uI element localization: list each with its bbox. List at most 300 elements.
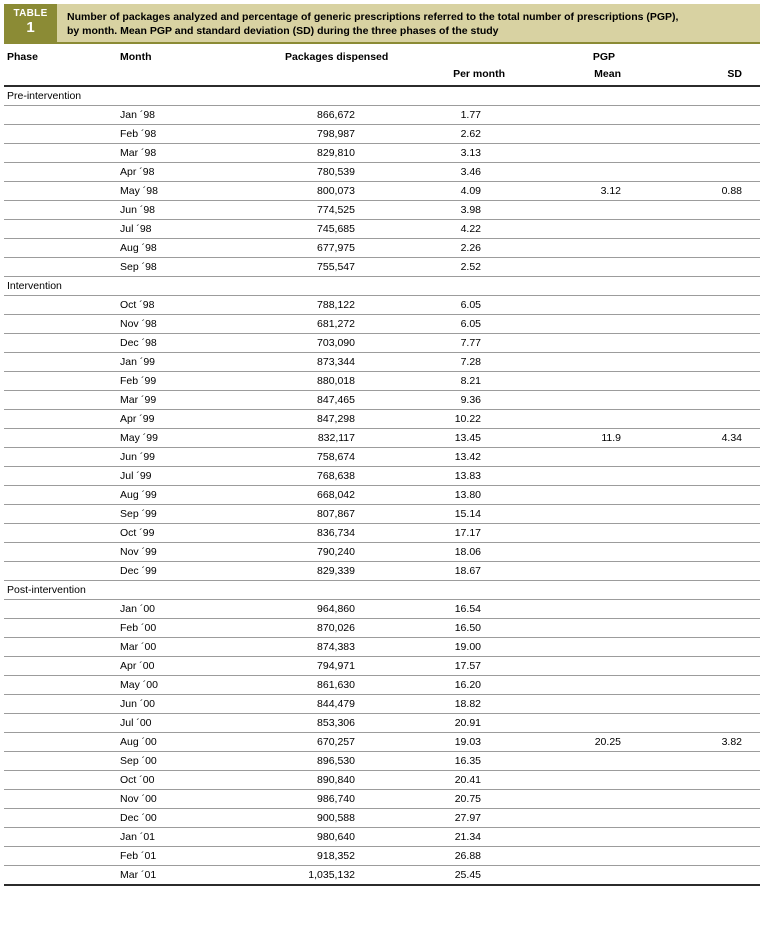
table-row xyxy=(4,258,760,277)
packages-cell: 873,344 xyxy=(264,353,361,372)
packages-cell: 668,042 xyxy=(264,486,361,505)
packages-cell: 1,035,132 xyxy=(264,866,361,886)
table-row xyxy=(4,467,760,486)
per-month-cell: 4.09 xyxy=(361,182,509,201)
month-cell: Mar ´98 xyxy=(112,144,264,163)
phase-cell xyxy=(4,220,112,239)
packages-cell: 832,117 xyxy=(264,429,361,448)
sd-cell xyxy=(629,106,760,125)
phase-cell xyxy=(4,828,112,847)
table-row xyxy=(4,353,760,372)
per-month-cell: 21.34 xyxy=(361,828,509,847)
per-month-cell: 16.54 xyxy=(361,600,509,619)
table-row xyxy=(4,676,760,695)
mean-cell xyxy=(509,106,629,125)
mean-cell xyxy=(509,771,629,790)
per-month-cell: 16.35 xyxy=(361,752,509,771)
phase-cell xyxy=(4,334,112,353)
sd-cell xyxy=(629,524,760,543)
month-cell: Aug ´98 xyxy=(112,239,264,258)
table-row xyxy=(4,372,760,391)
col-header-spacer xyxy=(629,48,760,65)
sd-cell xyxy=(629,752,760,771)
subheader-spacer-packages xyxy=(264,65,361,86)
phase-cell xyxy=(4,790,112,809)
per-month-cell: 13.45 xyxy=(361,429,509,448)
phase-cell xyxy=(4,372,112,391)
col-header-sd: SD xyxy=(629,65,760,86)
phase-label: Intervention xyxy=(4,277,760,296)
phase-row xyxy=(4,277,760,296)
table-row xyxy=(4,809,760,828)
col-header-pgp: PGP xyxy=(592,51,615,63)
month-cell: Oct ´99 xyxy=(112,524,264,543)
sd-cell xyxy=(629,220,760,239)
phase-row xyxy=(4,86,760,106)
sd-cell xyxy=(629,239,760,258)
table-row xyxy=(4,391,760,410)
per-month-cell: 3.98 xyxy=(361,201,509,220)
table-row xyxy=(4,505,760,524)
table-row xyxy=(4,410,760,429)
packages-cell: 768,638 xyxy=(264,467,361,486)
month-cell: Feb ´99 xyxy=(112,372,264,391)
phase-cell xyxy=(4,733,112,752)
table-title xyxy=(57,4,760,42)
per-month-cell: 7.77 xyxy=(361,334,509,353)
mean-cell xyxy=(509,657,629,676)
phase-label: Post-intervention xyxy=(4,581,760,600)
table-row xyxy=(4,752,760,771)
per-month-cell: 3.46 xyxy=(361,163,509,182)
per-month-cell: 16.50 xyxy=(361,619,509,638)
table-head xyxy=(4,48,760,86)
month-cell: Dec ´00 xyxy=(112,809,264,828)
packages-cell: 861,630 xyxy=(264,676,361,695)
header-row-sub xyxy=(4,65,760,86)
packages-cell: 745,685 xyxy=(264,220,361,239)
sd-cell: 4.34 xyxy=(629,429,760,448)
table-row xyxy=(4,619,760,638)
mean-cell xyxy=(509,752,629,771)
per-month-cell: 13.80 xyxy=(361,486,509,505)
month-cell: Oct ´98 xyxy=(112,296,264,315)
table-row xyxy=(4,600,760,619)
sd-cell xyxy=(629,638,760,657)
month-cell: Nov ´98 xyxy=(112,315,264,334)
mean-cell xyxy=(509,372,629,391)
per-month-cell: 2.52 xyxy=(361,258,509,277)
per-month-cell: 25.45 xyxy=(361,866,509,886)
month-cell: Jan ´98 xyxy=(112,106,264,125)
per-month-cell: 8.21 xyxy=(361,372,509,391)
table-row xyxy=(4,106,760,125)
month-cell: Nov ´00 xyxy=(112,790,264,809)
mean-cell xyxy=(509,619,629,638)
mean-cell xyxy=(509,163,629,182)
mean-cell xyxy=(509,714,629,733)
phase-row xyxy=(4,581,760,600)
mean-cell xyxy=(509,201,629,220)
packages-cell: 896,530 xyxy=(264,752,361,771)
mean-cell xyxy=(509,391,629,410)
table-row xyxy=(4,429,760,448)
month-cell: Jul ´00 xyxy=(112,714,264,733)
sd-cell xyxy=(629,353,760,372)
per-month-cell: 3.13 xyxy=(361,144,509,163)
sd-cell xyxy=(629,467,760,486)
packages-cell: 790,240 xyxy=(264,543,361,562)
mean-cell xyxy=(509,144,629,163)
table-row xyxy=(4,315,760,334)
phase-cell xyxy=(4,600,112,619)
month-cell: May ´00 xyxy=(112,676,264,695)
phase-cell xyxy=(4,201,112,220)
packages-cell: 870,026 xyxy=(264,619,361,638)
packages-cell: 890,840 xyxy=(264,771,361,790)
packages-cell: 788,122 xyxy=(264,296,361,315)
mean-cell xyxy=(509,543,629,562)
phase-cell xyxy=(4,524,112,543)
phase-cell xyxy=(4,752,112,771)
packages-cell: 703,090 xyxy=(264,334,361,353)
table-row xyxy=(4,163,760,182)
phase-cell xyxy=(4,144,112,163)
phase-cell xyxy=(4,619,112,638)
packages-cell: 836,734 xyxy=(264,524,361,543)
sd-cell xyxy=(629,391,760,410)
month-cell: Mar ´00 xyxy=(112,638,264,657)
packages-cell: 918,352 xyxy=(264,847,361,866)
packages-cell: 800,073 xyxy=(264,182,361,201)
mean-cell xyxy=(509,467,629,486)
table-row xyxy=(4,296,760,315)
packages-cell: 986,740 xyxy=(264,790,361,809)
phase-cell xyxy=(4,676,112,695)
phase-cell xyxy=(4,771,112,790)
phase-cell xyxy=(4,448,112,467)
col-header-packages: Packages dispensed xyxy=(285,51,389,63)
table-label-box xyxy=(4,4,57,42)
month-cell: Jun ´98 xyxy=(112,201,264,220)
phase-cell xyxy=(4,410,112,429)
packages-cell: 980,640 xyxy=(264,828,361,847)
mean-cell: 11.9 xyxy=(509,429,629,448)
sd-cell xyxy=(629,125,760,144)
table-row xyxy=(4,714,760,733)
per-month-cell: 15.14 xyxy=(361,505,509,524)
mean-cell xyxy=(509,695,629,714)
packages-cell: 964,860 xyxy=(264,600,361,619)
mean-cell xyxy=(509,410,629,429)
per-month-cell: 17.57 xyxy=(361,657,509,676)
table-row xyxy=(4,866,760,886)
per-month-cell: 13.42 xyxy=(361,448,509,467)
month-cell: Jun ´00 xyxy=(112,695,264,714)
sd-cell xyxy=(629,790,760,809)
phase-cell xyxy=(4,486,112,505)
data-table xyxy=(4,48,760,886)
packages-cell: 847,465 xyxy=(264,391,361,410)
sd-cell xyxy=(629,258,760,277)
packages-cell: 900,588 xyxy=(264,809,361,828)
month-cell: Feb ´98 xyxy=(112,125,264,144)
sd-cell xyxy=(629,771,760,790)
packages-cell: 874,383 xyxy=(264,638,361,657)
sd-cell xyxy=(629,866,760,886)
table-row xyxy=(4,771,760,790)
packages-cell: 847,298 xyxy=(264,410,361,429)
table-row xyxy=(4,334,760,353)
table-row xyxy=(4,733,760,752)
packages-cell: 780,539 xyxy=(264,163,361,182)
sd-cell xyxy=(629,410,760,429)
sd-cell: 3.82 xyxy=(629,733,760,752)
sd-cell xyxy=(629,562,760,581)
table-row xyxy=(4,543,760,562)
table-title-line1: Number of packages analyzed and percentage of generic prescriptions referred to the total number of prescriptions (PGP), xyxy=(67,11,679,23)
mean-cell xyxy=(509,353,629,372)
table-body xyxy=(4,86,760,885)
per-month-cell: 19.00 xyxy=(361,638,509,657)
table-row xyxy=(4,182,760,201)
month-cell: Aug ´99 xyxy=(112,486,264,505)
table-row xyxy=(4,201,760,220)
packages-cell: 681,272 xyxy=(264,315,361,334)
packages-cell: 755,547 xyxy=(264,258,361,277)
packages-cell: 866,672 xyxy=(264,106,361,125)
table-row xyxy=(4,524,760,543)
table-row xyxy=(4,790,760,809)
month-cell: Mar ´01 xyxy=(112,866,264,886)
table-label: TABLE xyxy=(13,8,48,19)
table-title-line2: by month. Mean PGP and standard deviation (SD) during the three phases of the study xyxy=(67,25,499,37)
sd-cell xyxy=(629,334,760,353)
per-month-cell: 18.67 xyxy=(361,562,509,581)
per-month-cell: 17.17 xyxy=(361,524,509,543)
month-cell: Jan ´01 xyxy=(112,828,264,847)
per-month-cell: 18.82 xyxy=(361,695,509,714)
mean-cell: 3.12 xyxy=(509,182,629,201)
mean-cell xyxy=(509,125,629,144)
phase-cell xyxy=(4,258,112,277)
per-month-cell: 19.03 xyxy=(361,733,509,752)
mean-cell xyxy=(509,239,629,258)
mean-cell: 20.25 xyxy=(509,733,629,752)
table-row xyxy=(4,562,760,581)
phase-cell xyxy=(4,695,112,714)
month-cell: Feb ´00 xyxy=(112,619,264,638)
sd-cell xyxy=(629,486,760,505)
month-cell: Jul ´98 xyxy=(112,220,264,239)
mean-cell xyxy=(509,524,629,543)
per-month-cell: 16.20 xyxy=(361,676,509,695)
table-row xyxy=(4,486,760,505)
sd-cell xyxy=(629,505,760,524)
month-cell: Apr ´99 xyxy=(112,410,264,429)
month-cell: Nov ´99 xyxy=(112,543,264,562)
month-cell: Feb ´01 xyxy=(112,847,264,866)
packages-cell: 677,975 xyxy=(264,239,361,258)
phase-cell xyxy=(4,847,112,866)
packages-cell: 794,971 xyxy=(264,657,361,676)
month-cell: May ´99 xyxy=(112,429,264,448)
table-number: 1 xyxy=(26,19,35,36)
packages-cell: 880,018 xyxy=(264,372,361,391)
per-month-cell: 4.22 xyxy=(361,220,509,239)
per-month-cell: 2.26 xyxy=(361,239,509,258)
phase-cell xyxy=(4,182,112,201)
mean-cell xyxy=(509,296,629,315)
col-header-mean: Mean xyxy=(509,65,629,86)
mean-cell xyxy=(509,334,629,353)
col-header-per-month: Per month xyxy=(361,65,509,86)
month-cell: Sep ´98 xyxy=(112,258,264,277)
mean-cell xyxy=(509,600,629,619)
month-cell: Mar ´99 xyxy=(112,391,264,410)
table-row xyxy=(4,220,760,239)
table-row xyxy=(4,657,760,676)
sd-cell xyxy=(629,201,760,220)
phase-cell xyxy=(4,467,112,486)
sd-cell xyxy=(629,600,760,619)
phase-cell xyxy=(4,125,112,144)
mean-cell xyxy=(509,676,629,695)
per-month-cell: 10.22 xyxy=(361,410,509,429)
per-month-cell: 2.62 xyxy=(361,125,509,144)
month-cell: Jan ´00 xyxy=(112,600,264,619)
sd-cell xyxy=(629,847,760,866)
mean-cell xyxy=(509,315,629,334)
phase-cell xyxy=(4,657,112,676)
packages-cell: 853,306 xyxy=(264,714,361,733)
sd-cell xyxy=(629,828,760,847)
table-row xyxy=(4,144,760,163)
phase-cell xyxy=(4,163,112,182)
col-header-month: Month xyxy=(120,51,152,63)
phase-cell xyxy=(4,638,112,657)
mean-cell xyxy=(509,562,629,581)
month-cell: Jun ´99 xyxy=(112,448,264,467)
table-row xyxy=(4,828,760,847)
packages-cell: 774,525 xyxy=(264,201,361,220)
sd-cell xyxy=(629,144,760,163)
month-cell: Dec ´99 xyxy=(112,562,264,581)
figure-header xyxy=(4,4,760,44)
packages-cell: 844,479 xyxy=(264,695,361,714)
per-month-cell: 13.83 xyxy=(361,467,509,486)
mean-cell xyxy=(509,220,629,239)
table-row xyxy=(4,239,760,258)
packages-cell: 807,867 xyxy=(264,505,361,524)
per-month-cell: 27.97 xyxy=(361,809,509,828)
sd-cell xyxy=(629,163,760,182)
per-month-cell: 7.28 xyxy=(361,353,509,372)
sd-cell xyxy=(629,296,760,315)
per-month-cell: 18.06 xyxy=(361,543,509,562)
sd-cell xyxy=(629,809,760,828)
phase-cell xyxy=(4,391,112,410)
sd-cell xyxy=(629,543,760,562)
month-cell: May ´98 xyxy=(112,182,264,201)
phase-cell xyxy=(4,239,112,258)
per-month-cell: 20.41 xyxy=(361,771,509,790)
month-cell: Jul ´99 xyxy=(112,467,264,486)
sd-cell xyxy=(629,315,760,334)
month-cell: Dec ´98 xyxy=(112,334,264,353)
phase-cell xyxy=(4,866,112,886)
table-row xyxy=(4,448,760,467)
sd-cell xyxy=(629,657,760,676)
phase-cell xyxy=(4,714,112,733)
sd-cell xyxy=(629,448,760,467)
phase-cell xyxy=(4,505,112,524)
sd-cell xyxy=(629,695,760,714)
per-month-cell: 20.91 xyxy=(361,714,509,733)
month-cell: Jan ´99 xyxy=(112,353,264,372)
month-cell: Apr ´00 xyxy=(112,657,264,676)
subheader-spacer-phase xyxy=(4,65,112,86)
per-month-cell: 26.88 xyxy=(361,847,509,866)
mean-cell xyxy=(509,505,629,524)
sd-cell xyxy=(629,714,760,733)
packages-cell: 758,674 xyxy=(264,448,361,467)
mean-cell xyxy=(509,638,629,657)
month-cell: Sep ´99 xyxy=(112,505,264,524)
packages-cell: 829,810 xyxy=(264,144,361,163)
table-row xyxy=(4,695,760,714)
mean-cell xyxy=(509,486,629,505)
packages-cell: 670,257 xyxy=(264,733,361,752)
mean-cell xyxy=(509,790,629,809)
per-month-cell: 20.75 xyxy=(361,790,509,809)
table-row xyxy=(4,847,760,866)
sd-cell xyxy=(629,619,760,638)
mean-cell xyxy=(509,828,629,847)
phase-cell xyxy=(4,353,112,372)
packages-cell: 829,339 xyxy=(264,562,361,581)
per-month-cell: 9.36 xyxy=(361,391,509,410)
mean-cell xyxy=(509,847,629,866)
mean-cell xyxy=(509,809,629,828)
mean-cell xyxy=(509,258,629,277)
phase-cell xyxy=(4,543,112,562)
sd-cell xyxy=(629,676,760,695)
mean-cell xyxy=(509,448,629,467)
table-row xyxy=(4,638,760,657)
month-cell: Oct ´00 xyxy=(112,771,264,790)
per-month-cell: 1.77 xyxy=(361,106,509,125)
sd-cell: 0.88 xyxy=(629,182,760,201)
per-month-cell: 6.05 xyxy=(361,315,509,334)
col-header-phase: Phase xyxy=(7,51,38,63)
phase-cell xyxy=(4,315,112,334)
packages-cell: 798,987 xyxy=(264,125,361,144)
phase-cell xyxy=(4,562,112,581)
header-row-top xyxy=(4,48,760,65)
phase-label: Pre-intervention xyxy=(4,86,760,106)
month-cell: Sep ´00 xyxy=(112,752,264,771)
sd-cell xyxy=(629,372,760,391)
per-month-cell: 6.05 xyxy=(361,296,509,315)
phase-cell xyxy=(4,296,112,315)
phase-cell xyxy=(4,106,112,125)
subheader-spacer-month xyxy=(112,65,264,86)
phase-cell xyxy=(4,809,112,828)
month-cell: Aug ´00 xyxy=(112,733,264,752)
mean-cell xyxy=(509,866,629,886)
phase-cell xyxy=(4,429,112,448)
